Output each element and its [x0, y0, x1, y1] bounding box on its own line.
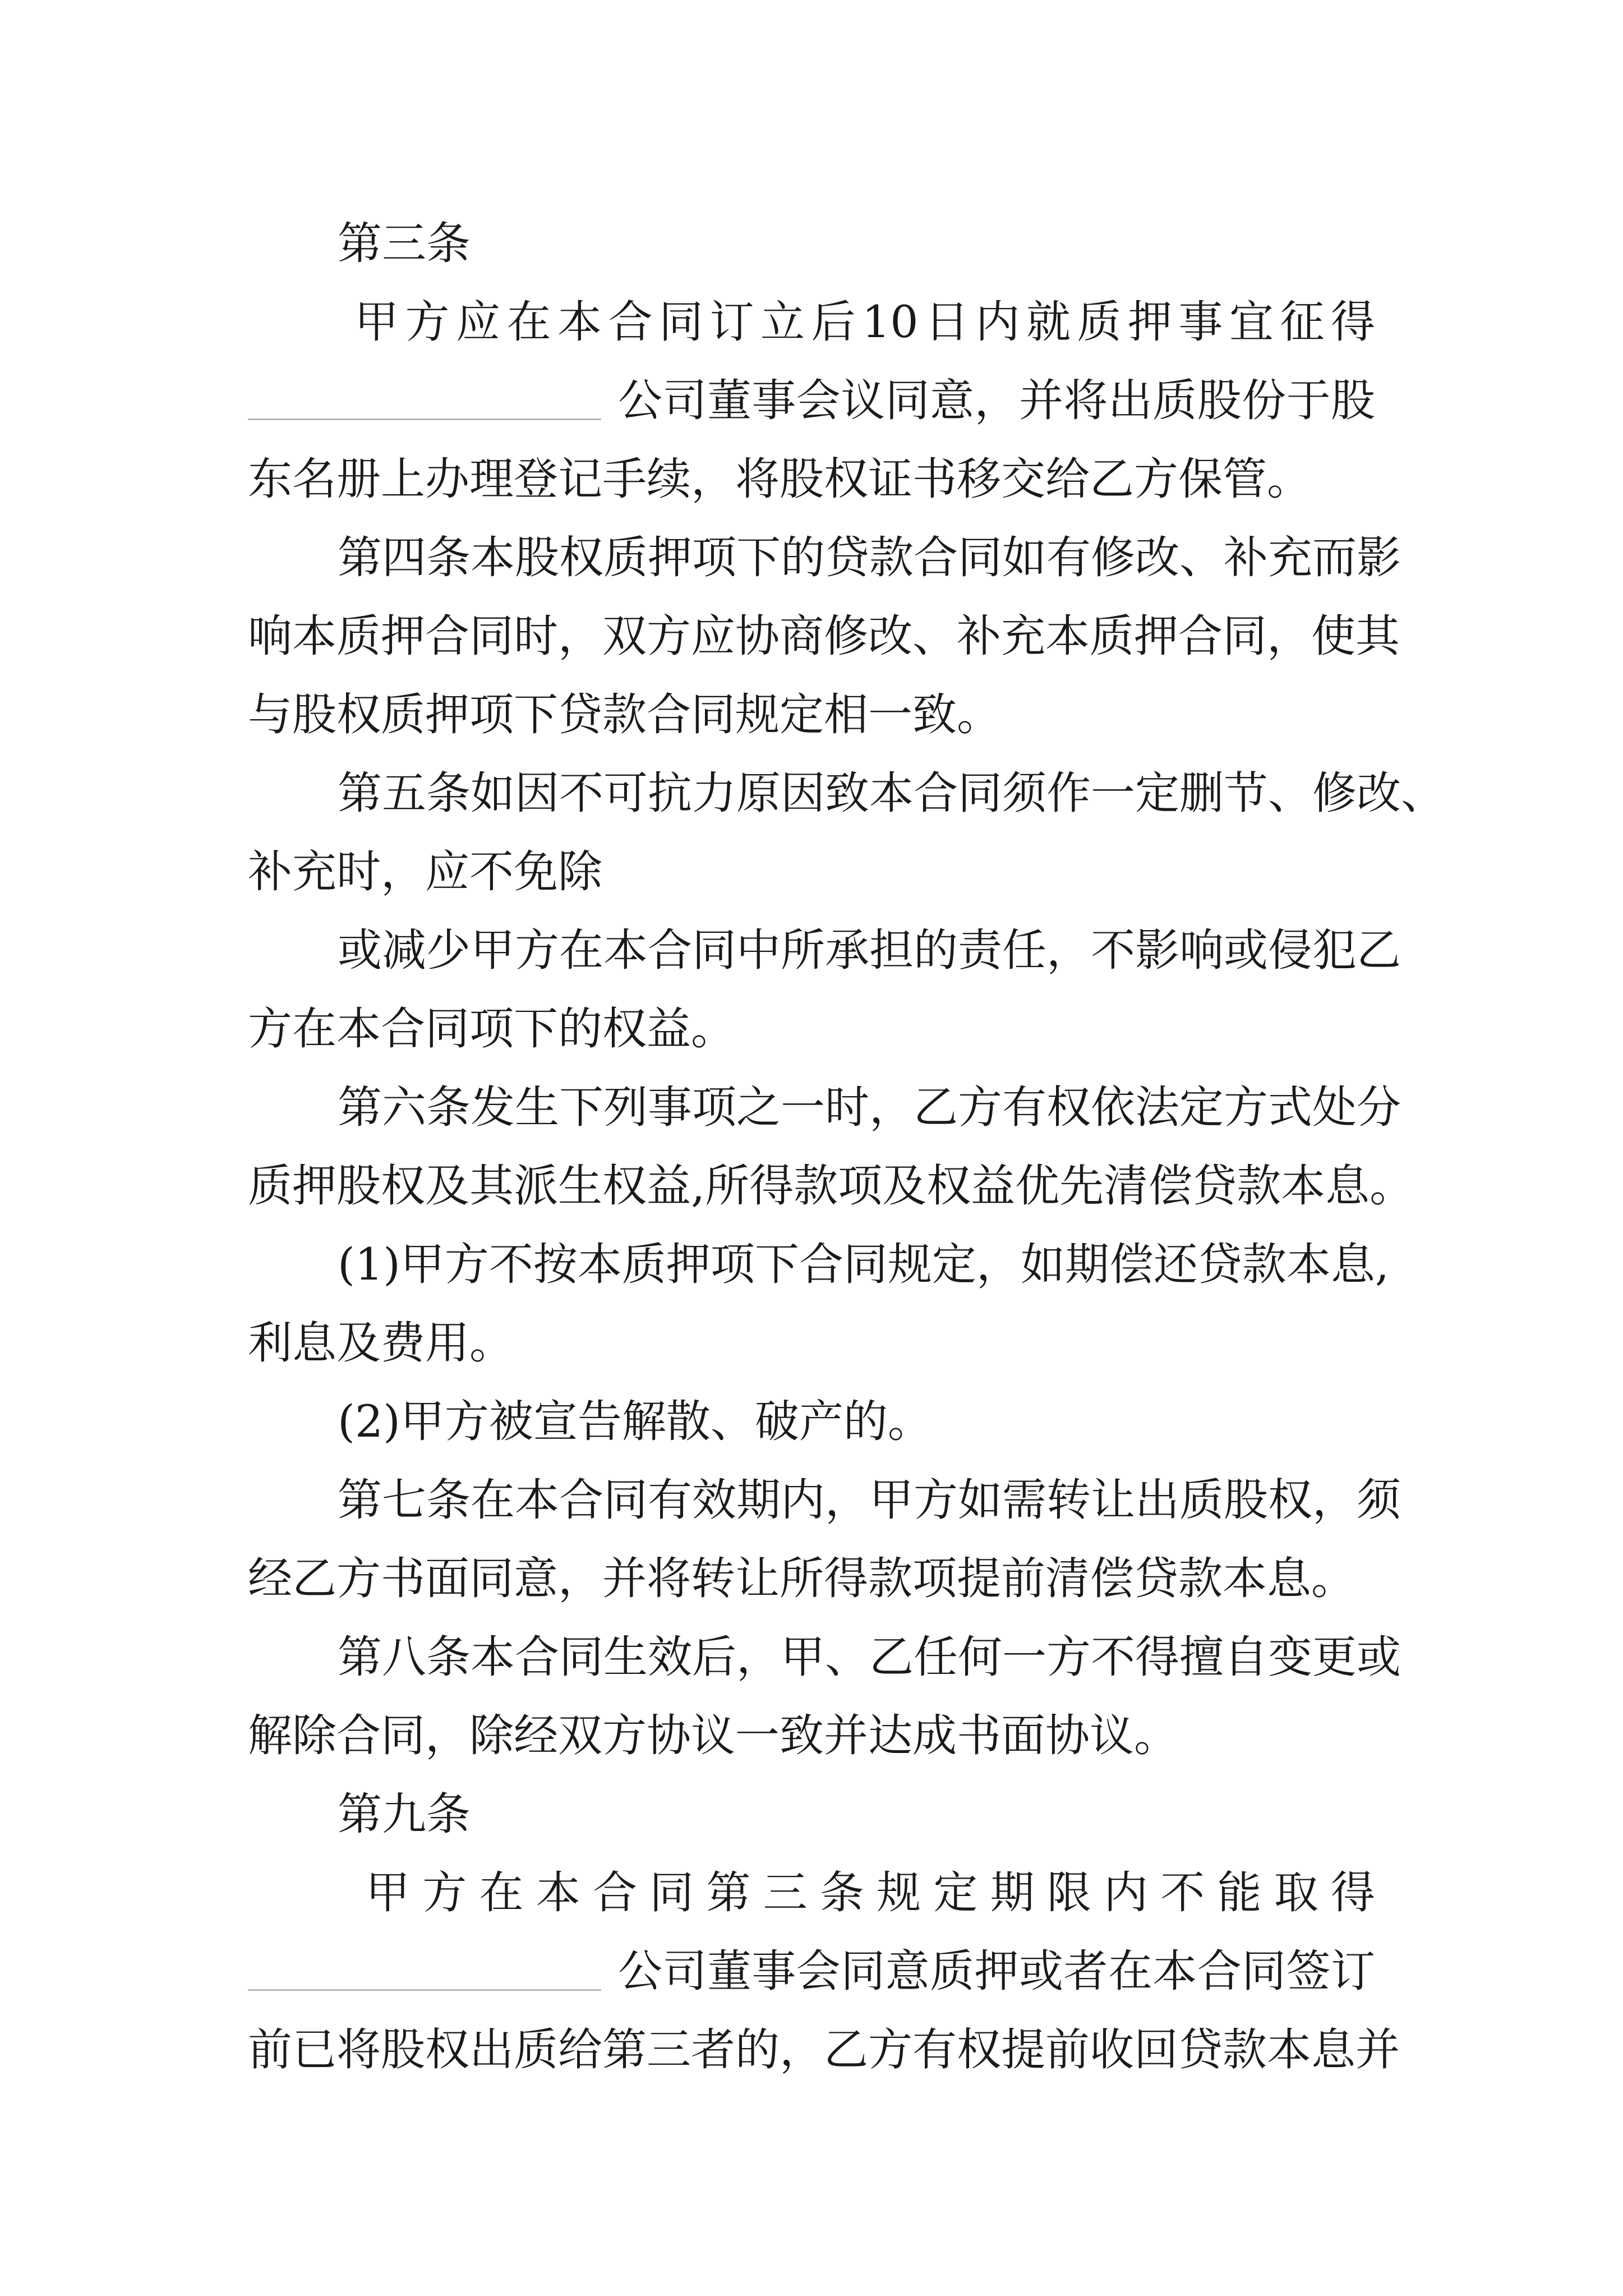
paragraph-line: 经乙方书面同意，并将转让所得款项提前清偿贷款本息。: [248, 1553, 1355, 1604]
paragraph-line: 前已将股权出质给第三者的，乙方有权提前收回贷款本息并: [248, 2024, 1400, 2076]
paragraph-line: 甲方在本合同第三条规定期限内不能取得: [366, 1867, 1375, 1918]
article-4-paragraph: 第四条本股权质押项下的贷款合同如有修改、补充而影: [338, 532, 1401, 583]
paragraph-line: 质押股权及其派生权益,所得款项及权益优先清偿贷款本息。: [248, 1160, 1414, 1212]
article-3-heading: 第三条: [338, 218, 471, 269]
paragraph-line: 甲方应在本合同订立后10日内就质押事宜征得: [354, 296, 1375, 348]
article-8-paragraph: 第八条本合同生效后，甲、乙任何一方不得擅自变更或: [338, 1631, 1401, 1683]
article-6-paragraph: 第六条发生下列事项之一时，乙方有权依法定方式处分: [338, 1082, 1401, 1133]
paragraph-line: 东名册上办理登记手续，将股权证书移交给乙方保管。: [248, 453, 1311, 505]
article-9-heading: 第九条: [338, 1788, 471, 1840]
paragraph-line: 解除合同，除经双方协议一致并达成书面协议。: [248, 1710, 1178, 1761]
fill-in-blank: [248, 418, 601, 420]
paragraph-line: 公司董事会同意质押或者在本合同签订: [618, 1945, 1375, 1997]
paragraph-line: 利息及费用。: [248, 1317, 514, 1369]
paragraph-line: 公司董事会议同意，并将出质股份于股: [618, 375, 1375, 426]
paragraph-line: 与股权质押项下贷款合同规定相一致。: [248, 689, 1001, 740]
paragraph-line: 补充时，应不免除: [248, 846, 602, 898]
paragraph-line: 方在本合同项下的权益。: [248, 1003, 735, 1055]
article-5-paragraph: 第五条如因不可抗力原因致本合同须作一定删节、修改、: [338, 767, 1445, 819]
fill-in-blank: [248, 1989, 601, 1991]
article-7-paragraph: 第七条在本合同有效期内，甲方如需转让出质股权，须: [338, 1474, 1401, 1526]
list-item-1: (1)甲方不按本质押项下合同规定，如期偿还贷款本息,: [338, 1239, 1390, 1290]
paragraph-line: 或减少甲方在本合同中所承担的责任，不影响或侵犯乙: [338, 924, 1401, 976]
list-item-2: (2)甲方被宣告解散、破产的。: [338, 1396, 932, 1447]
paragraph-line: 响本质押合同时，双方应协商修改、补充本质押合同，使其: [248, 610, 1400, 662]
